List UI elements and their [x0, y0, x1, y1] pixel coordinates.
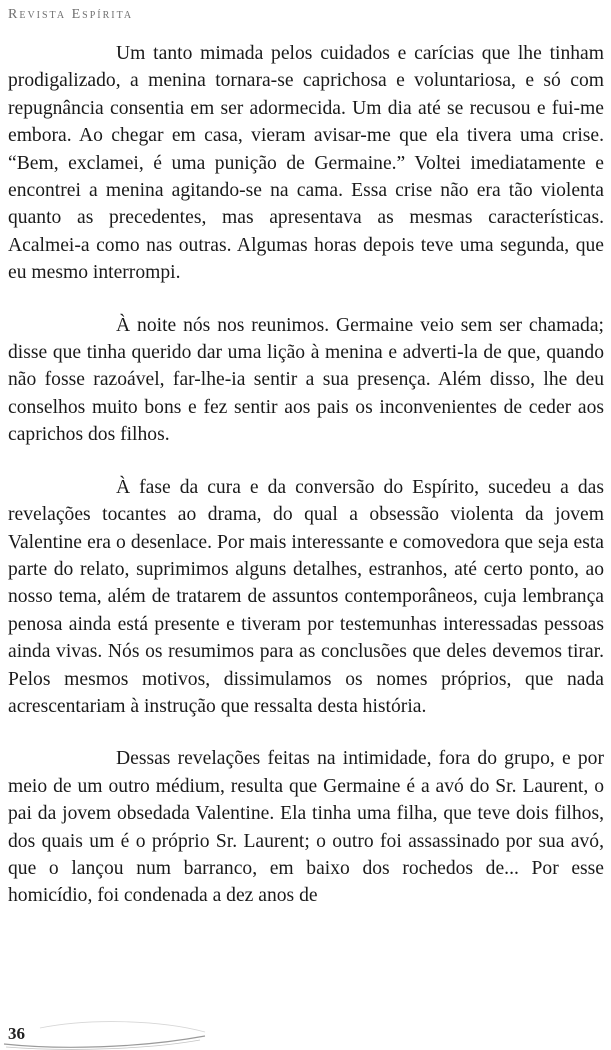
running-header: Revista Espírita	[8, 7, 134, 22]
page-number: 36	[8, 1024, 25, 1043]
paragraph: À fase da cura e da conversão do Espírito, sucedeu a das revelações tocantes ao drama, do qual a obsessão violenta da jovem Valentine era o desenlace. Por mais interessante e comovedora que seja esta parte do relato, suprimimos alguns detalhes, estranhos, até certo ponto, ao nosso tema, além de tratarem de assuntos contemporâneos, cuja lembrança penosa ainda está presente e tiveram por testemunhas interessadas pessoas ainda vivas. Nós os resumimos para as conclusões que deles devemos tirar. Pelos mesmos motivos, dissimulamos os nomes próprios, que nada acrescentariam à instrução que ressalta desta história.	[8, 476, 604, 717]
page-footer	[0, 1010, 611, 1050]
footer-swoosh	[0, 1010, 611, 1050]
paragraph: À noite nós nos reunimos. Germaine veio sem ser chamada; disse que tinha querido dar uma lição à menina e adverti-la de que, quando não fosse razoável, far-lhe-ia sentir a sua presença. Além disso, lhe deu conselhos muito bons e fez sentir aos pais os inconvenientes de ceder aos caprichos dos filhos.	[8, 314, 604, 446]
paragraph: Um tanto mimada pelos cuidados e carícias que lhe tinham prodigalizado, a menina tornara-se caprichosa e voluntariosa, e só com repugnância consentia em ser adormecida. Um dia até se recusou e fui-me embora. Ao chegar em casa, vieram avisar-me que ela tivera uma crise. “Bem, exclamei, é uma punição de Germaine.” Voltei imediatamente e encontrei a menina agitando-se na cama. Essa crise não era tão violenta quanto as precedentes, mas apresentava as mesmas características. Acalmei-a como nas outras. Algumas horas depois teve uma segunda, que eu mesmo interrompi.	[8, 43, 604, 284]
paragraph: Dessas revelações feitas na intimidade, fora do grupo, e por meio de um outro médium, resulta que Germaine é a avó do Sr. Laurent, o pai da jovem obsedada Valentine. Ela tinha uma filha, que teve dois filhos, dos quais um é o próprio Sr. Laurent; o outro foi assassinado por sua avó, que o lançou num barranco, em baixo dos rochedos de... Por esse homicídio, foi condenada a dez anos de	[8, 748, 604, 907]
body-text	[8, 40, 604, 935]
